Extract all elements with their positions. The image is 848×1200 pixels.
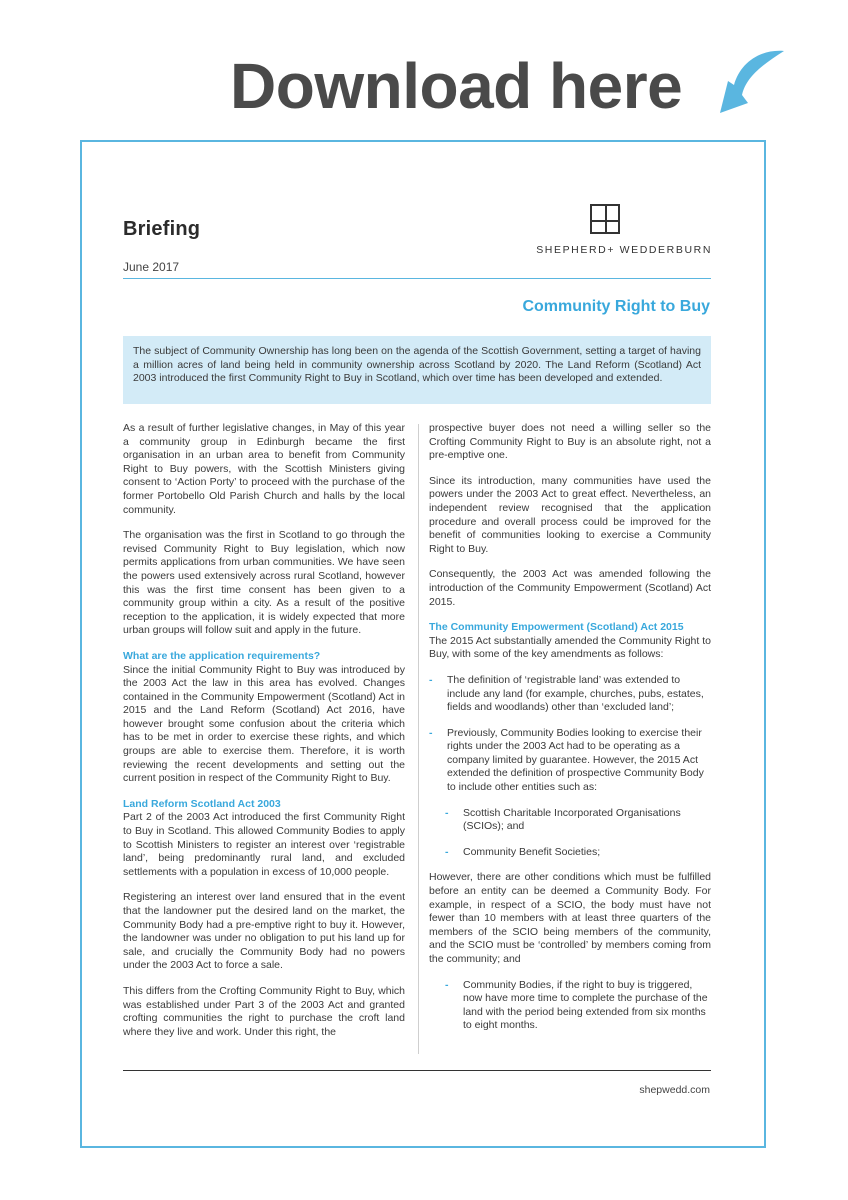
header-divider xyxy=(123,278,711,279)
paragraph: The 2015 Act substantially amended the Community Right to Buy, with some of the key amendments as follows: xyxy=(429,634,711,661)
section-heading: What are the application requirements? xyxy=(123,649,321,662)
curved-arrow-down-left-icon[interactable] xyxy=(700,45,790,125)
bullet-dash: - xyxy=(445,978,449,991)
paragraph: Since the initial Community Right to Buy was introduced by the 2003 Act the law in this area has evolved. Changes contained in the Community Empowerment (Scotland) Act in 2015 and the Land Reform (Scotland) Act 2016, have however brought some confusion about the criteria which has to be met in order to exercise these rights, and which groups are able to exercise them. Therefore, it is worth reviewing the recent developments and setting out the current position in respect of the Community Right to Buy. xyxy=(123,663,405,785)
bullet-dash: - xyxy=(429,726,433,739)
paragraph: Since its introduction, many communities have used the powers under the 2003 Act to great effect. Nevertheless, an independent review recognised that the application procedure and overall process could be improved for the benefit of communities looking to exercise a Community Right to Buy. xyxy=(429,474,711,555)
bullet-dash: - xyxy=(445,845,449,858)
list-item-text: The definition of ‘registrable land’ was extended to include any land (for example, churches, pubs, estates, fields and woodlands) other than ‘excluded land’; xyxy=(447,673,704,714)
logo-mark-icon xyxy=(590,204,620,234)
firm-name: SHEPHERD+ WEDDERBURN xyxy=(536,244,712,256)
document-type-label: Briefing xyxy=(123,218,201,240)
bullet-dash: - xyxy=(429,673,433,686)
paragraph: The organisation was the first in Scotland to go through the revised Community Right to Buy legislation, which now permits applications from urban communities. We have seen the powers used extensively across rural Scotland, however this was the first time consent has been given to a community group within a city. As a result of the positive reception to the application, it is widely expected that more urban groups will follow suit and apply in the future. xyxy=(123,529,405,637)
section-heading: Land Reform Scotland Act 2003 xyxy=(123,797,281,810)
right-column xyxy=(429,422,711,1045)
sub-list-item xyxy=(429,979,711,1033)
paragraph: However, there are other conditions which must be fulfilled before an entity can be deemed a Community Body. For example, in respect of a SCIO, the body must have not fewer than 10 members with at least three quarters of the members of the SCIO being members of the community, and the SCIO must be ‘controlled’ by members coming from the community; and xyxy=(429,871,711,965)
list-item-text: Community Bodies, if the right to buy is triggered, now have more time to complete the purchase of the land with the period being extended from six months to eight months. xyxy=(463,978,708,1032)
document-page xyxy=(80,140,766,1148)
footer-website[interactable]: shepwedd.com xyxy=(639,1084,710,1096)
section-heading: The Community Empowerment (Scotland) Act 2015 xyxy=(429,621,684,634)
intro-summary: The subject of Community Ownership has long been on the agenda of the Scottish Government, setting a target of having a million acres of land being held in community ownership across Scotland by 2020. The Land Reform (Scotland) Act 2003 introduced the first Community Right to Buy in Scotland, which over time has been developed and extended. xyxy=(123,336,711,404)
download-link[interactable] xyxy=(230,50,790,130)
column-divider xyxy=(418,424,419,1054)
paragraph: Registering an interest over land ensured that in the event that the landowner put the desired land on the market, the Community Body had a pre-emptive right to buy it. However, the landowner was under no obligation to put his land up for sale, and crucially the Community Body had no powers under the 2003 Act to force a sale. xyxy=(123,891,405,972)
paragraph: Consequently, the 2003 Act was amended following the introduction of the Community Empowerment (Scotland) Act 2015. xyxy=(429,568,711,608)
list-item-text: Community Benefit Societies; xyxy=(463,845,601,858)
paragraph: As a result of further legislative changes, in May of this year a community group in Edinburgh became the first organisation in an urban area to benefit from Community Right to Buy powers, with the Scottish Ministers giving consent to ‘Action Porty’ to proceed with the purchase of the former Portobello Old Parish Church and halls by the local community. xyxy=(123,422,405,516)
left-column xyxy=(123,422,405,1051)
list-item xyxy=(429,727,711,795)
list-item-text: Previously, Community Bodies looking to exercise their rights under the 2003 Act had to be operating as a company limited by guarantee. However, the 2015 Act extended the definition of prospective Community Body to include other entities such as: xyxy=(447,726,704,794)
paragraph: Part 2 of the 2003 Act introduced the first Community Right to Buy in Scotland. This allowed Community Bodies to apply to Scottish Ministers to register an interest over ‘registrable land’, being predominantly rural land, and excluded settlements with a population in excess of 10,000 people. xyxy=(123,811,405,878)
footer-divider xyxy=(123,1070,711,1071)
document-date: June 2017 xyxy=(123,260,180,274)
firm-logo xyxy=(502,204,712,260)
sub-list-item xyxy=(429,846,711,860)
paragraph: prospective buyer does not need a willing seller so the Crofting Community Right to Buy is an absolute right, not a pre-emptive one. xyxy=(429,422,711,462)
download-title[interactable]: Download here xyxy=(230,50,683,122)
list-item xyxy=(429,674,711,715)
sub-list-item xyxy=(429,807,711,834)
bullet-dash: - xyxy=(445,806,449,819)
page-title: Community Right to Buy xyxy=(522,298,710,315)
paragraph: This differs from the Crofting Community Right to Buy, which was established under Part 3 of the 2003 Act and granted crofting communities the right to purchase the croft land where they live and work. Under this right, the xyxy=(123,984,405,1038)
list-item-text: Scottish Charitable Incorporated Organisations (SCIOs); and xyxy=(463,806,681,833)
